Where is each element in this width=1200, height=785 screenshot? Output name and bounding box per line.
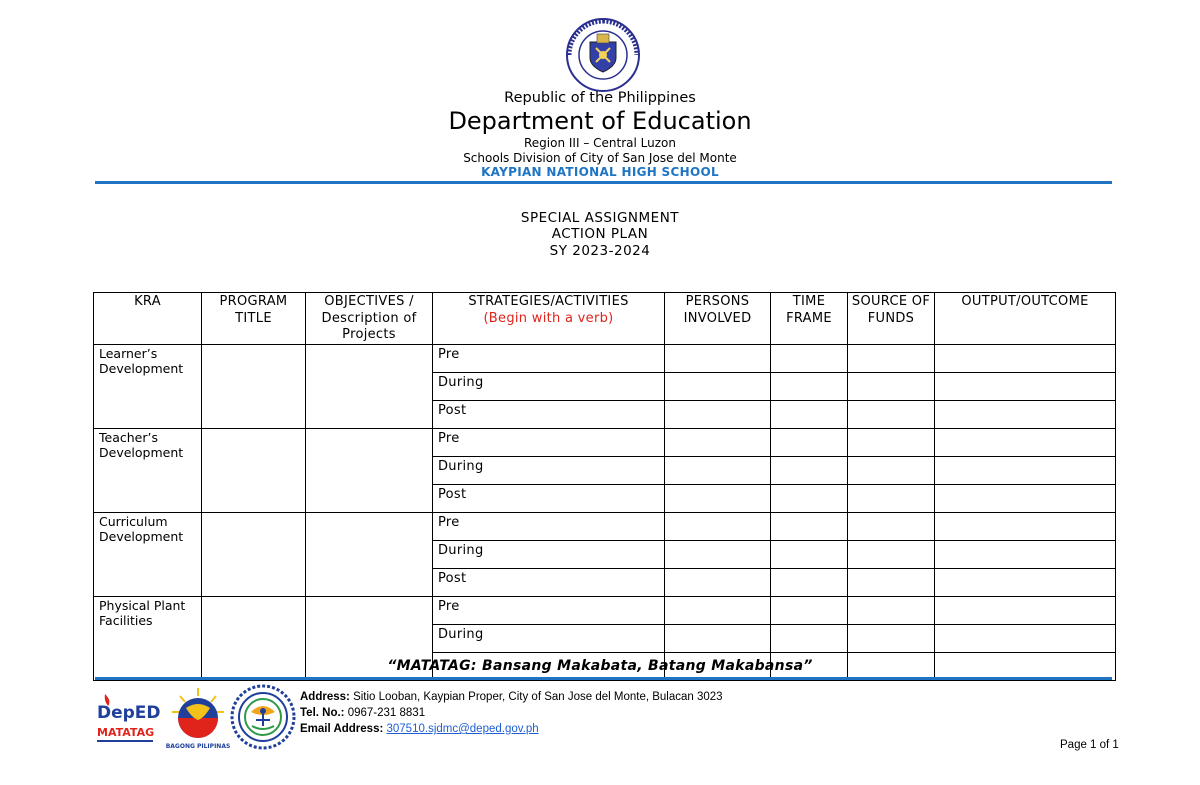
empty-cell <box>665 400 771 428</box>
empty-cell <box>935 512 1116 540</box>
empty-cell <box>848 428 935 456</box>
empty-cell <box>848 400 935 428</box>
doc-title-line1: SPECIAL ASSIGNMENT <box>520 210 680 226</box>
doc-title-line2: ACTION PLAN <box>551 226 649 242</box>
empty-cell <box>771 484 848 512</box>
empty-cell <box>771 372 848 400</box>
empty-cell <box>935 484 1116 512</box>
region-line: Region III – Central Luzon <box>524 136 676 150</box>
school-seal-logo <box>230 684 296 750</box>
empty-cell <box>771 540 848 568</box>
email-label: Email Address: <box>300 723 384 735</box>
phase-cell: Pre <box>433 512 665 540</box>
empty-cell <box>665 540 771 568</box>
empty-cell <box>935 596 1116 624</box>
empty-cell <box>848 568 935 596</box>
header-strategies-label: STRATEGIES/ACTIVITIES <box>468 294 629 309</box>
empty-cell <box>771 512 848 540</box>
empty-cell <box>771 596 848 624</box>
empty-cell <box>665 624 771 652</box>
department-name: Department of Education <box>448 107 752 135</box>
header-strategies-note: (Begin with a verb) <box>483 310 614 326</box>
table-row <box>94 344 1116 372</box>
empty-cell <box>935 624 1116 652</box>
svg-text:MATATAG: MATATAG <box>97 726 155 739</box>
footer-email <box>300 723 539 735</box>
address-label: Address: <box>300 691 350 703</box>
phase-cell: During <box>433 540 665 568</box>
phase-cell: Post <box>433 400 665 428</box>
empty-cell <box>771 568 848 596</box>
tel-value: 0967-231 8831 <box>347 707 426 719</box>
empty-cell <box>771 344 848 372</box>
republic-line: Republic of the Philippines <box>504 90 696 106</box>
kra-cell: Learner’s Development <box>94 344 202 428</box>
table-row <box>94 596 1116 624</box>
kra-cell: Teacher’s Development <box>94 428 202 512</box>
phase-cell: Pre <box>433 428 665 456</box>
svg-text:DepED: DepED <box>97 703 161 723</box>
header-kra: KRA <box>94 293 202 345</box>
empty-cell <box>665 484 771 512</box>
tel-label: Tel. No.: <box>300 707 345 719</box>
svg-text:BAGONG PILIPINAS: BAGONG PILIPINAS <box>165 743 231 750</box>
address-value: Sitio Looban, Kaypian Proper, City of San Jose del Monte, Bulacan 3023 <box>353 691 723 703</box>
table-row <box>94 428 1116 456</box>
empty-cell <box>848 512 935 540</box>
empty-cell <box>848 540 935 568</box>
empty-cell <box>935 568 1116 596</box>
program-title-cell <box>202 344 306 428</box>
action-plan-table <box>93 292 1116 681</box>
header-time-frame: TIME FRAME <box>771 293 848 345</box>
phase-cell: Pre <box>433 344 665 372</box>
empty-cell <box>771 400 848 428</box>
empty-cell <box>935 428 1116 456</box>
program-title-cell <box>202 512 306 596</box>
phase-cell: During <box>433 456 665 484</box>
deped-matatag-logo <box>95 688 161 748</box>
header-objectives: OBJECTIVES / Description of Projects <box>306 293 433 345</box>
header-source-of-funds: SOURCE OF FUNDS <box>848 293 935 345</box>
email-link[interactable]: 307510.sjdmc@deped.gov.ph <box>386 723 539 735</box>
empty-cell <box>665 568 771 596</box>
division-line: Schools Division of City of San Jose del Monte <box>463 151 737 165</box>
objectives-cell <box>306 428 433 512</box>
doc-title-line3: SY 2023-2024 <box>549 243 651 259</box>
empty-cell <box>665 456 771 484</box>
empty-cell <box>665 428 771 456</box>
objectives-cell <box>306 512 433 596</box>
footer-address <box>300 691 723 703</box>
footer-tel <box>300 707 425 719</box>
table-row <box>94 512 1116 540</box>
school-name: KAYPIAN NATIONAL HIGH SCHOOL <box>481 165 719 179</box>
empty-cell <box>665 344 771 372</box>
empty-cell <box>771 456 848 484</box>
phase-cell: Post <box>433 568 665 596</box>
empty-cell <box>848 456 935 484</box>
empty-cell <box>935 372 1116 400</box>
kra-cell: Curriculum Development <box>94 512 202 596</box>
phase-cell: During <box>433 372 665 400</box>
empty-cell <box>848 344 935 372</box>
empty-cell <box>848 484 935 512</box>
motto: “MATATAG: Bansang Makabata, Batang Makabansa” <box>387 658 813 674</box>
empty-cell <box>665 372 771 400</box>
footer-divider <box>95 677 1112 680</box>
kra-cell: Physical Plant Facilities <box>94 596 202 680</box>
program-title-cell <box>202 428 306 512</box>
empty-cell <box>771 624 848 652</box>
objectives-cell <box>306 344 433 428</box>
empty-cell <box>935 540 1116 568</box>
header-program-title: PROGRAM TITLE <box>202 293 306 345</box>
empty-cell <box>771 428 848 456</box>
table-header-row <box>94 293 1116 345</box>
empty-cell <box>935 456 1116 484</box>
empty-cell <box>848 372 935 400</box>
empty-cell <box>935 400 1116 428</box>
empty-cell <box>665 596 771 624</box>
empty-cell <box>848 624 935 652</box>
phase-cell: Post <box>433 484 665 512</box>
header-output-outcome: OUTPUT/OUTCOME <box>935 293 1116 345</box>
bagong-pilipinas-logo <box>165 686 231 752</box>
phase-cell: Pre <box>433 596 665 624</box>
header-persons-involved: PERSONS INVOLVED <box>665 293 771 345</box>
empty-cell <box>935 344 1116 372</box>
header-strategies <box>433 293 665 345</box>
phase-cell: During <box>433 624 665 652</box>
empty-cell <box>848 596 935 624</box>
empty-cell <box>665 512 771 540</box>
page-number: Page 1 of 1 <box>1060 739 1119 751</box>
